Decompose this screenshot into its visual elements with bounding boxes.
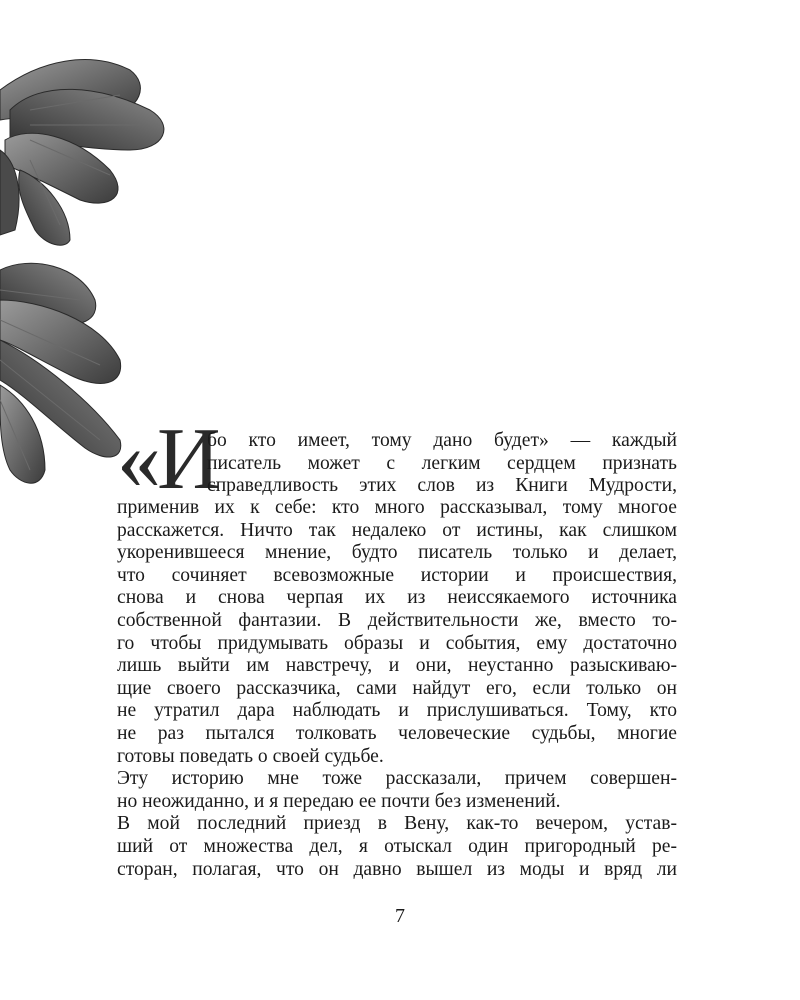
text-line: писатель может с легким сердцем признать [207,452,677,474]
text-line: но неожиданно, и я передаю ее почти без изменений. [117,790,561,812]
upper-flower [0,60,164,246]
body-text [117,411,677,881]
text-line: применив их к себе: кто много рассказывал, тому многое [117,497,677,518]
text-line: не утратил дара наблюдать и прислушиваться. Тому, кто [117,700,677,722]
text-line: готовы поведать о своей судьбе. [117,745,384,767]
text-line: не раз пытался толковать человеческие судьбы, многие [117,722,677,744]
text-line: сторан, полагая, что он давно вышел из моды и вряд ли [117,858,677,880]
drop-cap: «И [117,411,217,508]
text-line: расскажется. Ничто так недалеко от истины, как слишком [117,519,677,541]
paragraph-3 [117,813,677,881]
text-line: щие своего рассказчика, сами найдут его, если только он [117,677,677,699]
page-number: 7 [395,905,405,927]
text-line: В мой последний приезд в Вену, как-то вечером, устав- [117,813,677,835]
text-line [117,768,677,791]
paragraph-1 [117,497,677,768]
text-line: лишь выйти им навстречу, и они, неустанно разыскиваю- [117,655,677,677]
lower-flower [0,263,121,483]
text-line-content: Эту историю мне тоже рассказали, причем совершен- [117,768,677,790]
paragraph-2 [117,768,677,813]
text-line: справедливость этих слов из Книги Мудрости, [207,475,677,497]
text-line: ший от множества дел, я отыскал один пригородный ре- [117,835,677,857]
text-line: бо кто имеет, тому дано будет» — каждый [207,430,677,451]
text-line: го чтобы придумывать образы и события, ему достаточно [117,632,677,654]
text-line: укоренившееся мнение, будто писатель только и делает, [117,542,677,564]
text-line: что сочиняет всевозможные истории и происшествия, [117,564,677,586]
text-line: собственной фантазии. В действительности же, вместо то- [117,609,677,631]
text-line: снова и снова черпая их из неиссякаемого источника [117,587,677,609]
